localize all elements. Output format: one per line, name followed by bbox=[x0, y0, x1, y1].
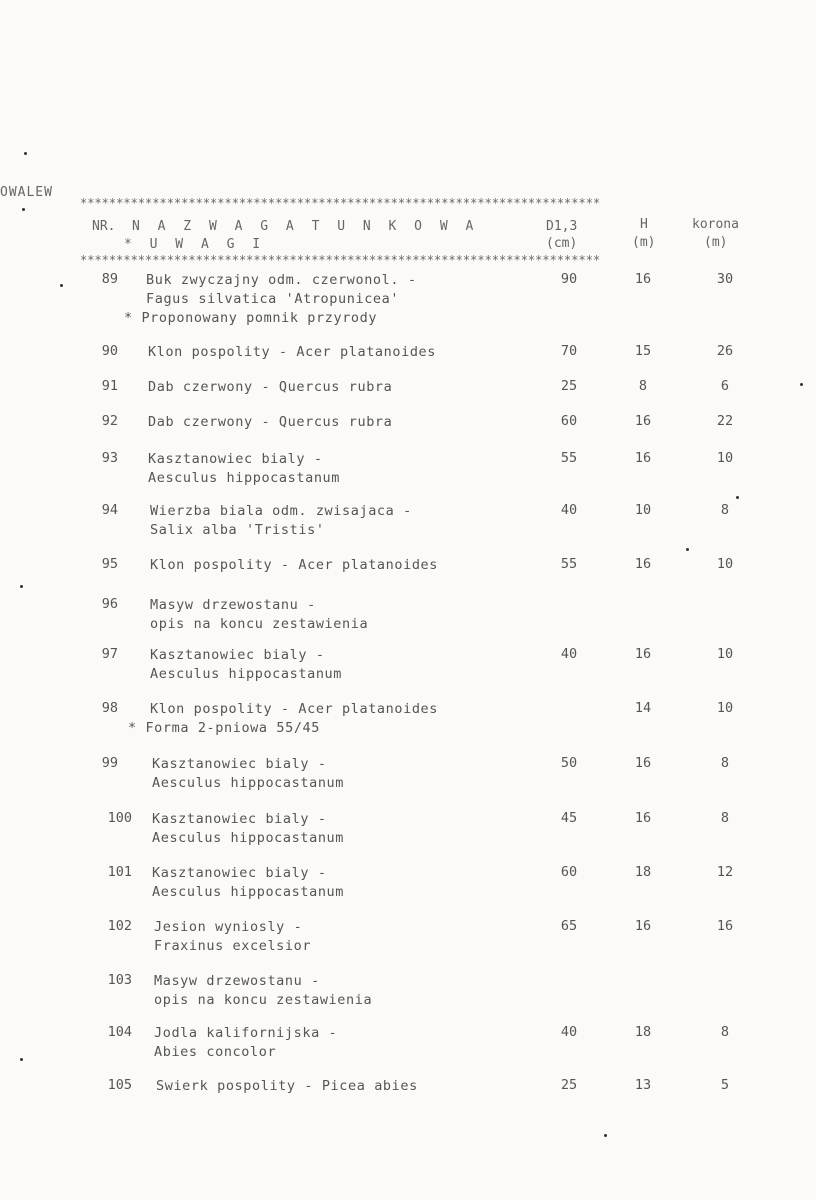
crown-value: 8 bbox=[720, 755, 730, 771]
row-number: 94 bbox=[101, 502, 118, 518]
diameter-value: 40 bbox=[560, 502, 578, 518]
scan-speck bbox=[800, 383, 803, 386]
scan-speck bbox=[604, 1134, 607, 1137]
height-value: 16 bbox=[634, 413, 652, 429]
species-name-line: opis na koncu zestawienia bbox=[150, 616, 369, 632]
species-name-line: Fraxinus excelsior bbox=[154, 938, 312, 954]
separator-top: ************************************************************************ bbox=[80, 196, 601, 210]
header-height: H bbox=[640, 217, 648, 232]
species-name-line: Jodla kalifornijska - bbox=[154, 1025, 338, 1041]
header-remarks: * U W A G I bbox=[124, 237, 266, 252]
species-name-line: Wierzba biala odm. zwisajaca - bbox=[150, 503, 412, 519]
height-value: 15 bbox=[634, 343, 652, 359]
crown-value: 10 bbox=[716, 700, 734, 716]
crown-value: 6 bbox=[720, 378, 730, 394]
row-number: 104 bbox=[107, 1024, 132, 1040]
diameter-value: 45 bbox=[560, 810, 578, 826]
row-number: 90 bbox=[101, 343, 118, 359]
scan-speck bbox=[736, 496, 739, 499]
place-name: OWALEW bbox=[0, 185, 53, 200]
crown-value: 26 bbox=[716, 343, 734, 359]
species-name-line: Klon pospolity - Acer platanoides bbox=[150, 557, 439, 573]
row-number: 99 bbox=[101, 755, 118, 771]
species-name-line: Aesculus hippocastanum bbox=[148, 470, 341, 486]
crown-value: 10 bbox=[716, 450, 734, 466]
header-diameter-unit: (cm) bbox=[546, 236, 578, 251]
header-diameter: D1,3 bbox=[546, 219, 578, 234]
crown-value: 8 bbox=[720, 1024, 730, 1040]
row-remark: * Forma 2-pniowa 55/45 bbox=[128, 720, 321, 736]
row-number: 92 bbox=[101, 413, 118, 429]
species-name-line: Aesculus hippocastanum bbox=[152, 830, 345, 846]
diameter-value: 60 bbox=[560, 864, 578, 880]
scan-speck bbox=[60, 284, 63, 287]
diameter-value: 40 bbox=[560, 646, 578, 662]
separator-bottom: ************************************************************************ bbox=[80, 253, 601, 267]
header-nr: NR. bbox=[92, 219, 116, 234]
crown-value: 5 bbox=[720, 1077, 730, 1093]
diameter-value: 40 bbox=[560, 1024, 578, 1040]
crown-value: 8 bbox=[720, 810, 730, 826]
row-number: 95 bbox=[101, 556, 118, 572]
scan-speck bbox=[686, 548, 689, 551]
diameter-value: 50 bbox=[560, 755, 578, 771]
species-name-line: Fagus silvatica 'Atropunicea' bbox=[146, 291, 400, 307]
row-number: 89 bbox=[101, 271, 118, 287]
diameter-value: 60 bbox=[560, 413, 578, 429]
row-number: 91 bbox=[101, 378, 118, 394]
height-value: 18 bbox=[634, 864, 652, 880]
species-name-line: Dab czerwony - Quercus rubra bbox=[148, 379, 393, 395]
row-number: 103 bbox=[107, 972, 132, 988]
row-number: 100 bbox=[107, 810, 132, 826]
crown-value: 10 bbox=[716, 646, 734, 662]
row-number: 98 bbox=[101, 700, 118, 716]
species-name-line: opis na koncu zestawienia bbox=[154, 992, 373, 1008]
species-name-line: Kasztanowiec bialy - bbox=[152, 865, 327, 881]
row-number: 97 bbox=[101, 646, 118, 662]
species-name-line: Aesculus hippocastanum bbox=[152, 884, 345, 900]
species-name-line: Jesion wyniosly - bbox=[154, 919, 303, 935]
row-remark: * Proponowany pomnik przyrody bbox=[124, 310, 378, 326]
species-name-line: Kasztanowiec bialy - bbox=[152, 756, 327, 772]
height-value: 10 bbox=[634, 502, 652, 518]
species-name-line: Aesculus hippocastanum bbox=[152, 775, 345, 791]
row-number: 96 bbox=[101, 596, 118, 612]
height-value: 16 bbox=[634, 271, 652, 287]
diameter-value: 25 bbox=[560, 378, 578, 394]
height-value: 16 bbox=[634, 646, 652, 662]
row-number: 105 bbox=[107, 1077, 132, 1093]
species-name-line: Kasztanowiec bialy - bbox=[150, 647, 325, 663]
header-species-name: N A Z W A G A T U N K O W A bbox=[132, 219, 479, 234]
species-name-line: Masyw drzewostanu - bbox=[150, 597, 316, 613]
species-name-line: Kasztanowiec bialy - bbox=[148, 451, 323, 467]
species-name-line: Klon pospolity - Acer platanoides bbox=[148, 344, 437, 360]
diameter-value: 65 bbox=[560, 918, 578, 934]
crown-value: 10 bbox=[716, 556, 734, 572]
header-crown: korona bbox=[692, 217, 739, 232]
header-crown-unit: (m) bbox=[704, 235, 728, 250]
species-name-line: Klon pospolity - Acer platanoides bbox=[150, 701, 439, 717]
diameter-value: 70 bbox=[560, 343, 578, 359]
height-value: 16 bbox=[634, 918, 652, 934]
height-value: 13 bbox=[634, 1077, 652, 1093]
species-name-line: Abies concolor bbox=[154, 1044, 277, 1060]
height-value: 8 bbox=[638, 378, 648, 394]
diameter-value: 55 bbox=[560, 450, 578, 466]
row-number: 101 bbox=[107, 864, 132, 880]
height-value: 14 bbox=[634, 700, 652, 716]
crown-value: 22 bbox=[716, 413, 734, 429]
row-number: 93 bbox=[101, 450, 118, 466]
row-number: 102 bbox=[107, 918, 132, 934]
height-value: 16 bbox=[634, 556, 652, 572]
crown-value: 30 bbox=[716, 271, 734, 287]
diameter-value: 55 bbox=[560, 556, 578, 572]
species-name-line: Salix alba 'Tristis' bbox=[150, 522, 325, 538]
height-value: 18 bbox=[634, 1024, 652, 1040]
scan-speck bbox=[20, 1058, 23, 1061]
species-name-line: Swierk pospolity - Picea abies bbox=[156, 1078, 418, 1094]
crown-value: 8 bbox=[720, 502, 730, 518]
header-height-unit: (m) bbox=[632, 235, 656, 250]
crown-value: 12 bbox=[716, 864, 734, 880]
scan-speck bbox=[24, 152, 27, 155]
height-value: 16 bbox=[634, 810, 652, 826]
crown-value: 16 bbox=[716, 918, 734, 934]
species-name-line: Buk zwyczajny odm. czerwonol. - bbox=[146, 272, 417, 288]
height-value: 16 bbox=[634, 755, 652, 771]
species-name-line: Masyw drzewostanu - bbox=[154, 973, 320, 989]
scan-speck bbox=[22, 208, 25, 211]
species-name-line: Dab czerwony - Quercus rubra bbox=[148, 414, 393, 430]
species-name-line: Aesculus hippocastanum bbox=[150, 666, 343, 682]
species-name-line: Kasztanowiec bialy - bbox=[152, 811, 327, 827]
scan-speck bbox=[20, 585, 23, 588]
diameter-value: 90 bbox=[560, 271, 578, 287]
height-value: 16 bbox=[634, 450, 652, 466]
diameter-value: 25 bbox=[560, 1077, 578, 1093]
